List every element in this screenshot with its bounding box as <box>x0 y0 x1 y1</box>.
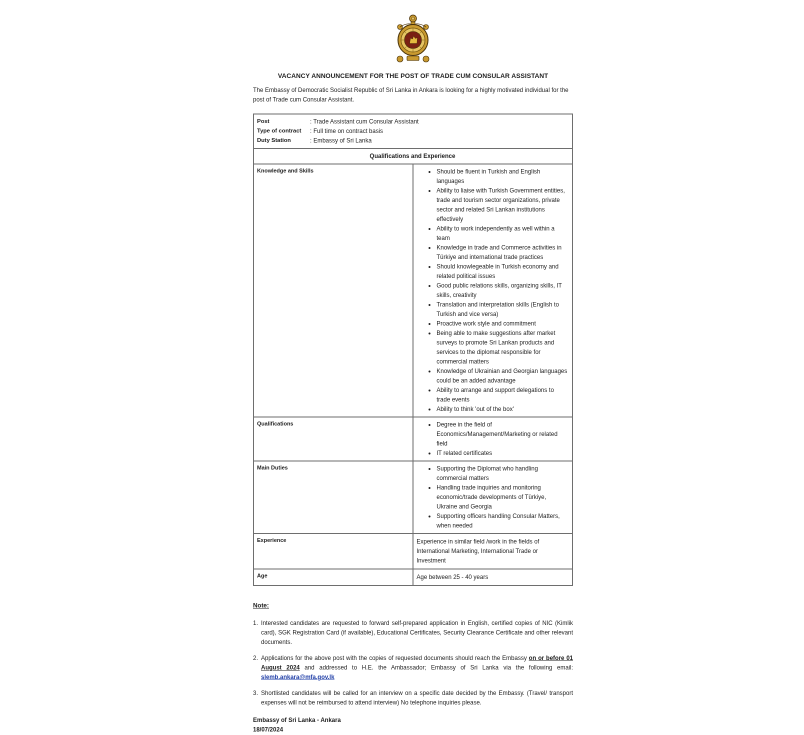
contract-type-label: Type of contract <box>257 128 302 134</box>
list-item: • Should be fluent in Turkish and English languages <box>436 167 569 186</box>
vacancy-document <box>253 14 573 735</box>
knowledge-bullet-list <box>417 167 569 414</box>
note-item-3 <box>253 689 573 708</box>
note-2-part2: and addressed to H.E. the Ambassador; Embassy of Sri Lanka via the following email: <box>299 664 573 671</box>
embassy-email-link[interactable]: slemb.ankara@mfa.gov.lk <box>261 673 335 681</box>
note-item-1 <box>253 619 573 648</box>
list-item: • Handling trade inquiries and monitoring economic/trade developments of Türkiye, Ukraine and Georgia <box>436 483 569 512</box>
table-row-info <box>254 114 573 149</box>
qualifications-bullet-list <box>417 420 569 458</box>
sri-lanka-emblem-icon <box>390 14 436 64</box>
list-item: • Ability to arrange and support delegations to trade events <box>436 386 569 405</box>
note-text: Interested candidates are requested to forward self-prepared application in English, certified copies of NIC (Kimlik card), SGK Registration Card (if available), Educational Certificates, Security Clearance Certificate and other relevant documents. <box>261 619 573 646</box>
list-item: • Should knowlegeable in Turkish economy and related political issues <box>436 262 569 281</box>
note-number: 3. <box>253 689 259 697</box>
footer-date: 18/07/2024 <box>253 726 284 733</box>
list-item: • Degree in the field of Economics/Management/Marketing or related field <box>436 420 569 449</box>
post-label: Post <box>257 118 270 125</box>
list-item: • Ability to work independently as well within a team <box>436 224 569 243</box>
note-text: Shortlisted candidates will be called for an interview on a specific date decided by the Embassy. (Travel/ transport expenses will not be reimbursed to attend interview) No telephone inquiries please. <box>261 689 573 706</box>
list-item: • Ability to think 'out of the box' <box>436 405 569 415</box>
table-row-experience <box>254 534 573 570</box>
knowledge-label: Knowledge and Skills <box>254 164 414 417</box>
note-number: 1. <box>253 619 259 627</box>
list-item: • Supporting the Diplomat who handling commercial matters <box>436 464 569 483</box>
application-deadline: on or before 01 August 2024 <box>261 654 573 671</box>
note-2-part1: Applications for the above post with the copies of requested documents should reach the Embassy <box>261 654 529 662</box>
note-text <box>261 654 573 683</box>
list-item: • Supporting officers handling Consular Matters, when needed <box>436 512 569 531</box>
table-row-age <box>254 569 573 586</box>
document-footer <box>253 716 573 735</box>
section-header: Qualifications and Experience <box>254 149 573 165</box>
table-row-qualifications <box>254 417 573 461</box>
experience-label: Experience <box>254 534 414 570</box>
contract-type-value: : Full time on contract basis <box>310 127 384 135</box>
post-value: : Trade Assistant cum Consular Assistant <box>310 118 419 125</box>
note-heading: Note: <box>253 602 269 609</box>
list-item: • IT related certificates <box>436 449 569 459</box>
list-item: • Knowledge of Ukrainian and Georgian languages could be an added advantage <box>436 367 569 386</box>
duty-station-label: Duty Station <box>257 137 291 144</box>
table-row-main-duties <box>254 461 573 534</box>
emblem-row <box>253 14 573 67</box>
table-row-knowledge <box>254 164 573 417</box>
list-item: • Proactive work style and commitment <box>436 319 569 329</box>
experience-text: Experience in similar field /work in the fields of International Marketing, International Trade or Investment <box>416 538 540 564</box>
list-item: • Good public relations skills, organizing skills, IT skills, creativity <box>436 281 569 300</box>
age-text: Age between 25 - 40 years <box>416 573 489 581</box>
footer-organization: Embassy of Sri Lanka - Ankara <box>253 716 341 724</box>
list-item: • Being able to make suggestions after market surveys to promote Sri Lankan products and services to the diplomat responsible for commercial matters <box>436 329 569 367</box>
info-line-contract <box>257 127 568 137</box>
document-title: VACANCY ANNOUNCEMENT FOR THE POST OF TRADE CUM CONSULAR ASSISTANT <box>277 72 549 80</box>
list-item: • Translation and interpretation skills (English to Turkish and vice versa) <box>436 300 569 319</box>
intro-paragraph: The Embassy of Democratic Socialist Republic of Sri Lanka in Ankara is looking for a highly motivated individual for the post of Trade cum Consular Assistant. <box>253 86 569 103</box>
age-label: Age <box>254 569 414 586</box>
list-item: • Knowledge in trade and Commerce activities in Türkiye and international trade practices <box>436 243 569 262</box>
note-number: 2. <box>253 654 259 662</box>
main-duties-label: Main Duties <box>254 461 414 534</box>
list-item: • Ability to liaise with Turkish Government entities, trade and tourism sector organizations, private sector and related Sri Lankan institutions effectively <box>436 186 569 224</box>
info-line-post <box>257 117 568 127</box>
vacancy-table <box>253 114 573 587</box>
duty-station-value: : Embassy of Sri Lanka <box>310 137 372 144</box>
info-line-duty-station <box>257 136 568 146</box>
qualifications-label: Qualifications <box>254 417 414 461</box>
main-duties-bullet-list <box>417 464 569 531</box>
table-row-section-header <box>254 149 573 165</box>
note-item-2 <box>253 654 573 683</box>
